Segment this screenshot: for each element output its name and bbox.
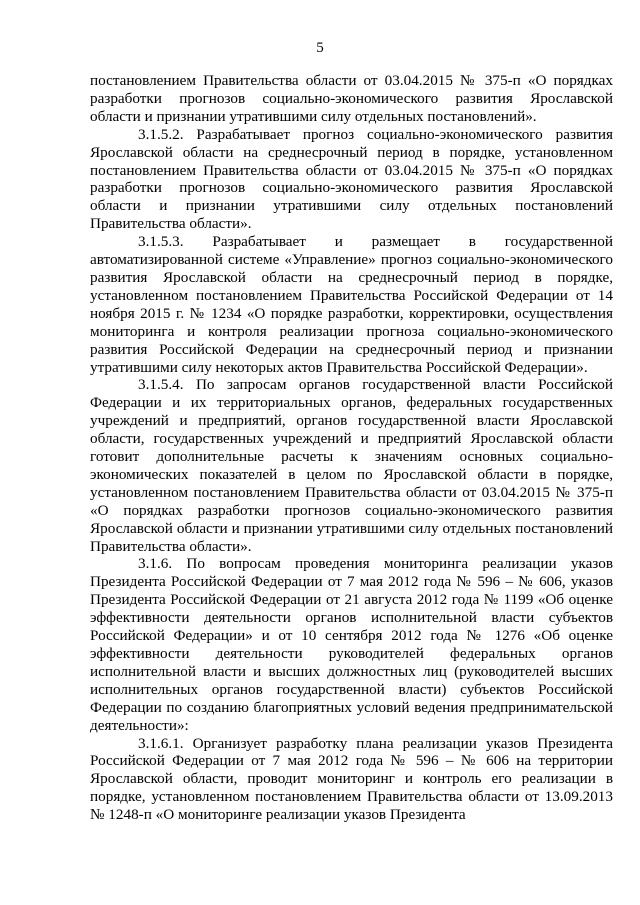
- paragraph-3-1-6: 3.1.6. По вопросам проведения мониторинга реализации указов Президента Российской Федерации от 7 мая 2012 года № 596 – № 606, указов Президента Российской Федерации от 21 августа 2012 года № 1199 «Об оценке эффективности деятельности органов исполнительной власти субъектов Российской Федерации» и от 10 сентября 2012 года № 1276 «Об оценке эффективности деятельности руководителей федеральных органов исполнительной власти и высших должностных лиц (руководителей высших исполнительных органов государственной власти) субъектов Российской Федерации по созданию благоприятных условий ведения предпринимательской деятельности»:: [90, 555, 613, 734]
- paragraph-3-1-6-1: 3.1.6.1. Организует разработку плана реализации указов Президента Российской Федерации от 7 мая 2012 года № 596 – № 606 на территории Ярославской области, проводит мониторинг и контроль его реализации в порядке, установленном постановлением Правительства области от 13.09.2013 № 1248-п «О мониторинге реализации указов Президента: [90, 734, 613, 824]
- page-number: 5: [316, 40, 324, 56]
- paragraph-3-1-5-2: 3.1.5.2. Разрабатывает прогноз социально-экономического развития Ярославской области на среднесрочный период в порядке, установленном постановлением Правительства области от 03.04.2015 № 375-п «О порядках разработки прогнозов социально-экономического развития Ярославской области и признании утратившими силу отдельных постановлений Правительства области».: [90, 125, 613, 233]
- paragraph-3-1-5-4: 3.1.5.4. По запросам органов государственной власти Российской Федерации и их территориальных органов, федеральных государственных учреждений и предприятий, органов государственной власти Ярославской области, государственных учреждений и предприятий Ярославской области готовит дополнительные расчеты к значениям основных социально-экономических показателей в целом по Ярославской области в порядке, установленном постановлением Правительства области от 03.04.2015 № 375-п «О порядках разработки прогнозов социально-экономического развития Ярославской области и признании утратившими силу отдельных постановлений Правительства области».: [90, 376, 613, 555]
- paragraph-3-1-5-3: 3.1.5.3. Разрабатывает и размещает в государственной автоматизированной системе «Управление» прогноз социально-экономического развития Ярославской области на среднесрочный период в порядке, установленном постановлением Правительства Российской Федерации от 14 ноября 2015 г. № 1234 «О порядке разработки, корректировки, осуществления мониторинга и контроля реализации прогноза социально-экономического развития Российской Федерации на среднесрочный период и признании утратившими силу некоторых актов Правительства Российской Федерации».: [90, 233, 613, 376]
- paragraph-continuation: постановлением Правительства области от 03.04.2015 № 375-п «О порядках разработки прогнозов социально-экономического развития Ярославской области и признании утратившими силу отдельных постановлений».: [90, 72, 613, 125]
- document-body: [90, 72, 613, 824]
